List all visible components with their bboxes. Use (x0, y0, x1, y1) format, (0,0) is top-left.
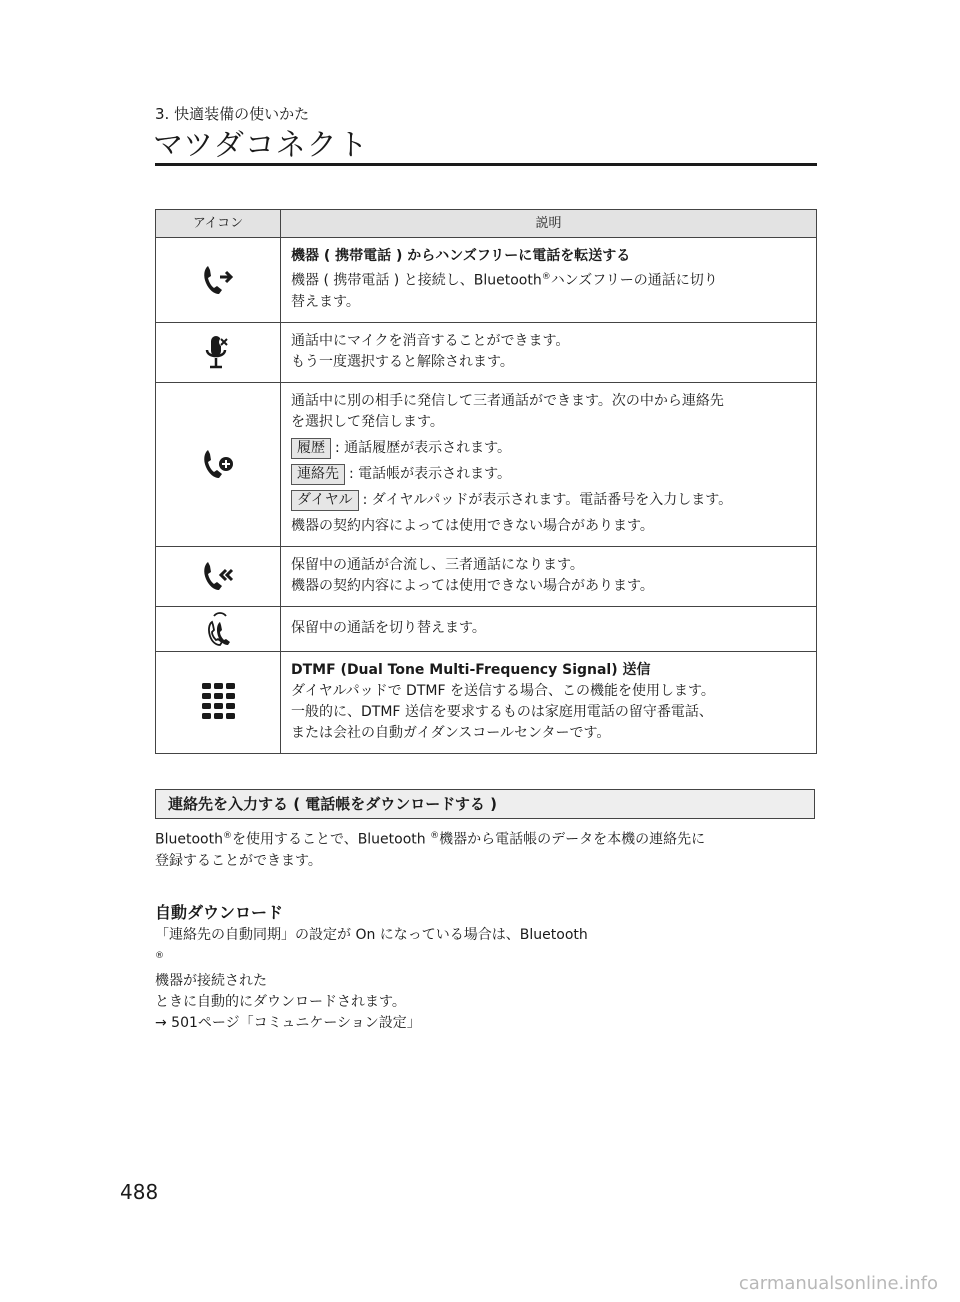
merge-call-icon (198, 556, 238, 596)
registered-mark: ® (541, 272, 551, 282)
row-text: 通話中に別の相手に発信して三者通話ができます。次の中から連絡先 (291, 392, 724, 409)
row-title: 機器 ( 携帯電話 ) からハンズフリーに電話を転送する (291, 248, 631, 264)
section-heading: 連絡先を入力する ( 電話帳をダウンロードする ) (155, 789, 815, 819)
phone-transfer-icon (198, 260, 238, 300)
history-key: 履歴 (291, 438, 331, 459)
subsection-heading: 自動ダウンロード (155, 903, 284, 922)
option-contacts: 連絡先 : 電話帳が表示されます。 (291, 464, 806, 485)
row-text: 一般的に、DTMF 送信を要求するものは家庭用電話の留守番電話、 (291, 703, 713, 720)
row-text: または会社の自動ガイダンスコールセンターです。 (291, 724, 611, 741)
row-text: 機器 ( 携帯電話 ) と接続し、Bluetooth (291, 272, 542, 289)
row-text: 保留中の通話を切り替えます。 (291, 619, 486, 636)
row-text: 保留中の通話が合流し、三者通話になります。 (291, 556, 584, 573)
column-header-icon: アイコン (156, 210, 281, 238)
page-title: マツダコネクト (153, 128, 369, 163)
subsection-body: 「連絡先の自動同期」の設定が On になっている場合は、Bluetooth ® 機器が接続された ときに自動的にダウンロードされます。 → 501ページ「コミュニケーション設定」 (155, 925, 817, 1034)
contacts-key: 連絡先 (291, 464, 345, 485)
mic-mute-icon (198, 332, 238, 372)
row-text: ハンズフリーの通話に切り (550, 272, 718, 289)
table-header-row (156, 210, 817, 238)
dial-key: ダイヤル (291, 490, 359, 511)
section-intro: Bluetooth®を使用することで、Bluetooth ®機器から電話帳のデータを本機の連絡先に 登録することができます。 (155, 831, 706, 869)
row-text: ダイヤルパッドで DTMF を送信する場合、この機能を使用します。 (291, 682, 715, 699)
table-row (156, 238, 817, 323)
keypad-icon (198, 680, 238, 724)
section-label: 3. 快適装備の使いかた (155, 105, 310, 123)
swap-call-icon (198, 607, 238, 651)
table-row (156, 651, 817, 753)
add-call-icon (198, 444, 238, 484)
row-title: DTMF (Dual Tone Multi-Frequency Signal) 送信 (291, 661, 651, 678)
row-note: 機器の契約内容によっては使用できない場合があります。 (291, 517, 654, 534)
table-row (156, 382, 817, 546)
page-number: 488 (120, 1180, 159, 1204)
page-reference-link[interactable]: → 501ページ「コミュニケーション設定」 (155, 1014, 421, 1031)
row-text: を選択して発信します。 (291, 413, 444, 430)
row-text: 替えます。 (291, 293, 360, 310)
watermark: carmanualsonline.info (738, 1273, 938, 1294)
row-text: 通話中にマイクを消音することができます。 (291, 332, 570, 349)
header-divider (155, 163, 817, 166)
table-row (156, 606, 817, 651)
row-text: 機器の契約内容によっては使用できない場合があります。 (291, 577, 654, 594)
table-row (156, 322, 817, 382)
row-text: もう一度選択すると解除されます。 (291, 353, 514, 370)
table-row (156, 546, 817, 606)
column-header-description: 説明 (281, 210, 817, 238)
option-history: 履歴 : 通話履歴が表示されます。 (291, 438, 806, 459)
icon-table (155, 209, 817, 754)
option-dial: ダイヤル : ダイヤルパッドが表示されます。電話番号を入力します。 (291, 490, 806, 511)
